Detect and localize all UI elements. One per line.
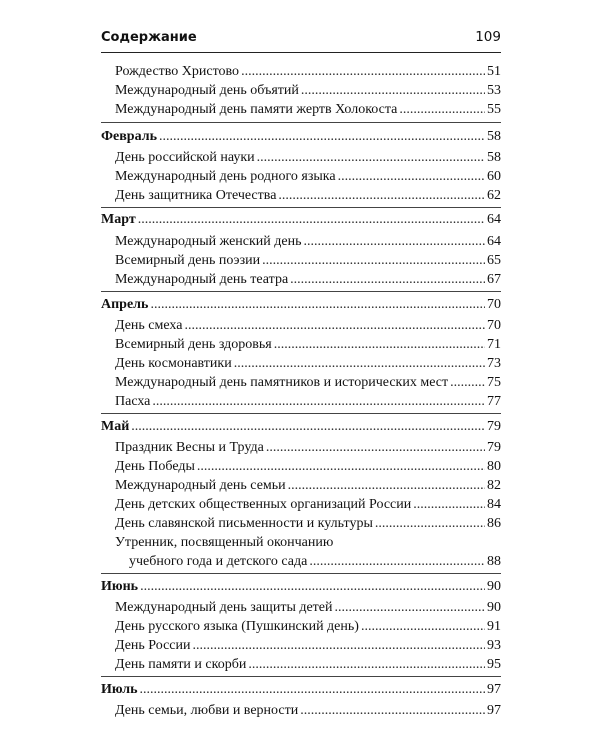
toc-entry-title: День памяти и скорби bbox=[115, 657, 247, 672]
toc-entry-page: 73 bbox=[487, 356, 501, 371]
toc-entry-page: 90 bbox=[487, 600, 501, 615]
toc-entry-page: 53 bbox=[487, 83, 501, 98]
toc-entry bbox=[115, 439, 501, 456]
toc-leader bbox=[301, 82, 485, 99]
toc-entry-title: День российской науки bbox=[115, 150, 255, 165]
toc-entry bbox=[115, 393, 501, 410]
toc-entry-title: Всемирный день здоровья bbox=[115, 337, 272, 352]
toc-entry bbox=[115, 317, 501, 334]
toc-entry bbox=[115, 168, 501, 185]
toc-entry bbox=[115, 82, 501, 99]
toc-leader bbox=[304, 233, 486, 250]
toc-entry-first-line bbox=[115, 534, 501, 551]
toc-leader bbox=[140, 681, 486, 698]
toc-leader bbox=[290, 271, 485, 288]
toc-entry-page: 64 bbox=[487, 212, 501, 227]
toc-entry-title: День космонавтики bbox=[115, 356, 232, 371]
toc-leader bbox=[150, 296, 485, 313]
toc-entry-page: 58 bbox=[487, 150, 501, 165]
toc-entry bbox=[115, 149, 501, 166]
toc-entry bbox=[115, 374, 501, 391]
toc-month-title: Февраль bbox=[101, 129, 157, 144]
toc-entry-title: Праздник Весны и Труда bbox=[115, 440, 264, 455]
toc-leader bbox=[234, 355, 485, 372]
section-divider bbox=[101, 413, 501, 414]
toc-month-entry bbox=[101, 681, 501, 698]
toc-entry-title: Международный женский день bbox=[115, 234, 302, 249]
toc-entry-page: 55 bbox=[487, 102, 501, 117]
toc-entry bbox=[115, 271, 501, 288]
toc-entry-page: 86 bbox=[487, 516, 501, 531]
toc-entry-page: 70 bbox=[487, 297, 501, 312]
toc-entry-page: 97 bbox=[487, 703, 501, 718]
toc-entry bbox=[115, 515, 501, 532]
toc-leader bbox=[300, 702, 485, 719]
toc-entry-title: День русского языка (Пушкинский день) bbox=[115, 619, 359, 634]
toc-leader bbox=[184, 317, 485, 334]
toc-leader bbox=[375, 515, 485, 532]
toc-entry-page: 82 bbox=[487, 478, 501, 493]
toc-entry-title: День защитника Отечества bbox=[115, 188, 277, 203]
toc-entry-page: 71 bbox=[487, 337, 501, 352]
toc-entry-page: 65 bbox=[487, 253, 501, 268]
toc-month-entry bbox=[101, 296, 501, 313]
toc-entry bbox=[115, 336, 501, 353]
toc-leader bbox=[309, 553, 485, 570]
toc-entry-page: 75 bbox=[487, 375, 501, 390]
toc-leader bbox=[193, 637, 485, 654]
section-divider bbox=[101, 573, 501, 574]
toc-entry-title: Утренник, посвященный окончанию bbox=[115, 535, 334, 550]
toc-entry-title: Международный день объятий bbox=[115, 83, 299, 98]
toc-month-title: Апрель bbox=[101, 297, 149, 312]
toc-leader bbox=[241, 63, 485, 80]
toc-entry bbox=[115, 458, 501, 475]
toc-month-entry bbox=[101, 128, 501, 145]
toc-month-title: Июль bbox=[101, 682, 138, 697]
toc-entry bbox=[115, 656, 501, 673]
toc-month-title: Июнь bbox=[101, 579, 139, 594]
toc-entry-page: 88 bbox=[487, 554, 501, 569]
toc-entry bbox=[115, 618, 501, 635]
toc-entry-title: День семьи, любви и верности bbox=[115, 703, 299, 718]
toc-leader bbox=[274, 336, 485, 353]
toc-leader bbox=[288, 477, 485, 494]
toc-entry-page: 70 bbox=[487, 318, 501, 333]
toc-entry-title: Международный день памяти жертв Холокоста bbox=[115, 102, 398, 117]
toc-leader bbox=[140, 578, 485, 595]
toc-entry-title: Международный день памятников и исторических мест bbox=[115, 375, 449, 390]
toc-entry bbox=[115, 477, 501, 494]
toc-entry-title: Международный день родного языка bbox=[115, 169, 336, 184]
toc-leader bbox=[138, 211, 485, 228]
toc-entry bbox=[115, 637, 501, 654]
toc-entry-title: Рождество Христово bbox=[115, 64, 240, 79]
toc-leader bbox=[413, 496, 485, 513]
toc-entry-page: 62 bbox=[487, 188, 501, 203]
toc-entry-page: 90 bbox=[487, 579, 501, 594]
toc-leader bbox=[152, 393, 485, 410]
toc-entry-title: Всемирный день поэзии bbox=[115, 253, 261, 268]
toc-leader bbox=[131, 418, 485, 435]
toc-entry-page: 84 bbox=[487, 497, 501, 512]
toc-entry-page: 64 bbox=[487, 234, 501, 249]
toc-leader bbox=[248, 656, 485, 673]
toc-entry-page: 80 bbox=[487, 459, 501, 474]
toc-entry-title: День смеха bbox=[115, 318, 183, 333]
toc-entry bbox=[115, 101, 501, 118]
toc-entry-page: 79 bbox=[487, 419, 501, 434]
toc-entry-page: 60 bbox=[487, 169, 501, 184]
toc-entry-page: 93 bbox=[487, 638, 501, 653]
toc-leader bbox=[159, 128, 485, 145]
toc-leader bbox=[361, 618, 485, 635]
toc-entry bbox=[115, 233, 501, 250]
toc-entry-page: 77 bbox=[487, 394, 501, 409]
toc-entry-title: День детских общественных организаций России bbox=[115, 497, 412, 512]
header-page-number: 109 bbox=[475, 29, 501, 45]
toc-leader bbox=[399, 101, 485, 118]
toc-entry-page: 95 bbox=[487, 657, 501, 672]
toc-leader bbox=[335, 599, 485, 616]
section-divider bbox=[101, 122, 501, 123]
toc-entry-page: 51 bbox=[487, 64, 501, 79]
toc-leader bbox=[450, 374, 485, 391]
toc-entry-title: День России bbox=[115, 638, 191, 653]
toc-month-title: Март bbox=[101, 212, 136, 227]
toc-entry-title: День Победы bbox=[115, 459, 195, 474]
toc-entry-title: Международный день защиты детей bbox=[115, 600, 333, 615]
toc-entry-page: 58 bbox=[487, 129, 501, 144]
toc-entry-title: Международный день театра bbox=[115, 272, 289, 287]
toc-entry-title: учебного года и детского сада bbox=[129, 554, 308, 569]
toc-entry bbox=[115, 63, 501, 80]
toc-entry-title: День славянской письменности и культуры bbox=[115, 516, 373, 531]
toc-leader bbox=[262, 252, 485, 269]
toc-entry bbox=[115, 599, 501, 616]
section-divider bbox=[101, 291, 501, 292]
toc-entry bbox=[115, 496, 501, 513]
toc-entry-page: 97 bbox=[487, 682, 501, 697]
toc-entry-title: Пасха bbox=[115, 394, 151, 409]
toc-month-title: Май bbox=[101, 419, 130, 434]
section-divider bbox=[101, 207, 501, 208]
toc-entry bbox=[115, 252, 501, 269]
toc-month-entry bbox=[101, 418, 501, 435]
toc-entry bbox=[115, 187, 501, 204]
toc-entry bbox=[115, 355, 501, 372]
toc-entry-title: Международный день семьи bbox=[115, 478, 286, 493]
toc-entry-page: 91 bbox=[487, 619, 501, 634]
toc-month-entry bbox=[101, 578, 501, 595]
toc-leader bbox=[338, 168, 485, 185]
toc-leader bbox=[257, 149, 485, 166]
toc-leader bbox=[197, 458, 485, 475]
toc-leader bbox=[278, 187, 485, 204]
toc-entry bbox=[129, 553, 501, 570]
toc-leader bbox=[266, 439, 485, 456]
header-title: Содержание bbox=[101, 30, 197, 45]
section-divider bbox=[101, 676, 501, 677]
toc-entry-page: 67 bbox=[487, 272, 501, 287]
toc-entry bbox=[115, 702, 501, 719]
toc-month-entry bbox=[101, 211, 501, 228]
toc-entry-page: 79 bbox=[487, 440, 501, 455]
